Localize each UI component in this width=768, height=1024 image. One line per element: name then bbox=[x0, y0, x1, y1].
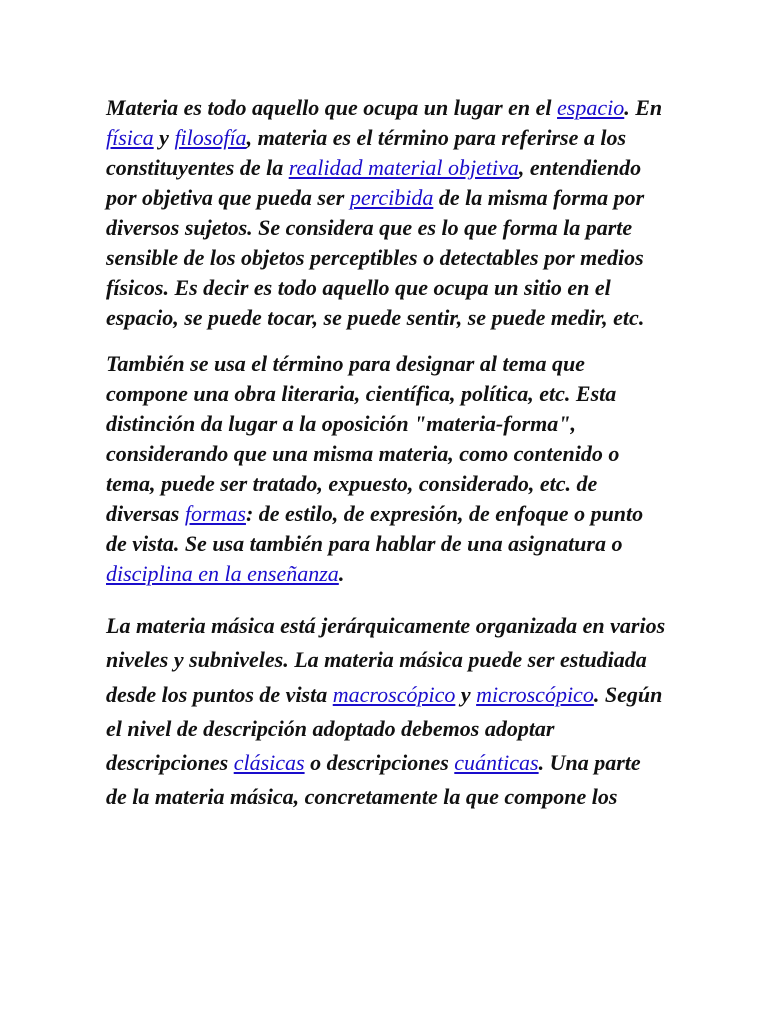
paragraph-materia-tema bbox=[106, 349, 666, 589]
link-microscopico[interactable]: microscópico bbox=[476, 681, 594, 707]
text-segment: o descripciones bbox=[304, 750, 455, 776]
link-espacio[interactable]: espacio bbox=[557, 95, 625, 120]
link-realidad-material-objetiva[interactable]: realidad material objetiva bbox=[288, 155, 519, 180]
text-segment: y bbox=[455, 681, 477, 707]
paragraph-materia-definition bbox=[106, 93, 666, 333]
text-segment: y bbox=[153, 125, 175, 150]
text-segment: , materia es el término para referirse a los constituyentes de la bbox=[106, 125, 627, 180]
text-segment: . bbox=[338, 561, 345, 586]
text-segment: La materia másica está jerárquicamente organizada en varios niveles y subniveles. La materia másica puede ser estudiada desde los puntos de vista bbox=[106, 613, 666, 707]
link-disciplina-en-la-ensenanza[interactable]: disciplina en la enseñanza bbox=[106, 561, 339, 586]
link-cuanticas[interactable]: cuánticas bbox=[454, 750, 539, 776]
text-segment: Materia es todo aquello que ocupa un lugar en el bbox=[106, 95, 558, 120]
text-segment: También se usa el término para designar al tema que compone una obra literaria, científica, política, etc. Esta distinción da lugar a la oposición "materia-forma", considerando que una misma materia, como contenido o tema, puede ser tratado, expuesto, considerado, etc. de diversas bbox=[106, 351, 620, 526]
link-macroscopico[interactable]: macroscópico bbox=[332, 681, 456, 707]
text-segment: de la misma forma por diversos sujetos. Se considera que es lo que forma la parte sensible de los objetos perceptibles o detectables por medios físicos. Es decir es todo aquello que ocupa un sitio en el espacio, se puede tocar, se puede sentir, se puede medir, etc. bbox=[106, 185, 645, 330]
link-fisica[interactable]: física bbox=[106, 125, 154, 150]
text-segment: , entendiendo por objetiva que pueda ser bbox=[106, 155, 642, 210]
text-segment: . En bbox=[624, 95, 663, 120]
link-filosofia[interactable]: filosofía bbox=[174, 125, 247, 150]
text-segment: . Según el nivel de descripción adoptado debemos adoptar descripciones bbox=[106, 681, 663, 776]
text-segment: : de estilo, de expresión, de enfoque o punto de vista. Se usa también para hablar de una asignatura o bbox=[106, 501, 644, 556]
paragraph-materia-masica bbox=[106, 609, 666, 815]
link-percibida[interactable]: percibida bbox=[349, 185, 434, 210]
link-clasicas[interactable]: clásicas bbox=[233, 750, 305, 776]
link-formas[interactable]: formas bbox=[184, 501, 246, 526]
document-page bbox=[106, 93, 666, 815]
text-segment: . Una parte de la materia másica, concretamente la que compone los bbox=[106, 750, 641, 810]
